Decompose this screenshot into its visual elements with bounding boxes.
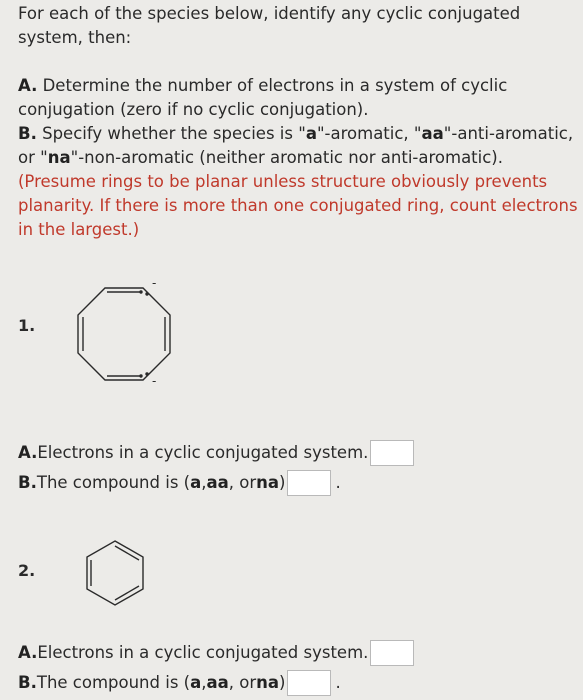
- part-b-text: , or: [228, 473, 257, 492]
- instruction-b-text: Specify whether the species is ": [36, 124, 306, 143]
- period: .: [335, 473, 341, 492]
- option-a: a: [190, 473, 202, 492]
- part-a-text: Electrons in a cyclic conjugated system.: [37, 443, 369, 462]
- instruction-b-text: "-anti-aromatic, or ": [18, 124, 574, 167]
- instruction-b: [18, 122, 578, 170]
- question-1-part-a: [18, 438, 414, 468]
- negative-charge: -: [152, 276, 157, 290]
- instruction-a-text: Determine the number of electrons in a system of cyclic conjugation (zero if no cyclic conjugation).: [18, 76, 508, 119]
- part-b-label: B.: [18, 473, 37, 492]
- question-1-answers: [18, 438, 414, 498]
- option-na: na: [256, 473, 280, 492]
- question-2-answers: [18, 638, 414, 698]
- question-2-part-a: [18, 638, 414, 668]
- intro-text: For each of the species below, identify any cyclic conjugated system, then:: [18, 4, 521, 47]
- part-a-label: A.: [18, 643, 38, 662]
- planarity-note: (Presume rings to be planar unless structure obviously prevents planarity. If there is more than one conjugated ring, count electrons in the largest.): [18, 172, 578, 239]
- instruction-b-text: "-non-aromatic (neither aromatic nor anti-aromatic).: [70, 148, 503, 167]
- electrons-input[interactable]: [370, 640, 414, 666]
- instruction-b-text: "-aromatic, ": [316, 124, 422, 143]
- instruction-b-label: B.: [18, 124, 37, 143]
- part-b-text: The compound is (: [36, 473, 191, 492]
- part-b-text: ,: [201, 473, 207, 492]
- question-2-part-b: [18, 668, 414, 698]
- part-b-label: B.: [18, 673, 37, 692]
- question-1-part-b: [18, 468, 414, 498]
- instruction-a: [18, 74, 578, 122]
- part-b-text: , or: [228, 673, 257, 692]
- question-number: 1.: [18, 316, 36, 335]
- negative-charge: -: [152, 374, 157, 388]
- cyclooctatetraene-dianion-structure: [74, 272, 184, 392]
- period: .: [335, 673, 341, 692]
- option-na: na: [256, 673, 280, 692]
- instruction-b-a: a: [305, 124, 317, 143]
- part-a-text: Electrons in a cyclic conjugated system.: [37, 643, 369, 662]
- option-a: a: [190, 673, 202, 692]
- aromaticity-input[interactable]: [287, 670, 331, 696]
- electrons-input[interactable]: [370, 440, 414, 466]
- instruction-b-na: na: [47, 148, 71, 167]
- part-a-label: A.: [18, 443, 38, 462]
- instruction-b-aa: aa: [421, 124, 444, 143]
- instructions: [18, 2, 578, 242]
- part-b-text: ,: [201, 673, 207, 692]
- part-b-text: The compound is (: [36, 673, 191, 692]
- option-aa: aa: [206, 673, 229, 692]
- benzene-structure: [80, 538, 150, 608]
- instruction-a-label: A.: [18, 76, 38, 95]
- question-number: 2.: [18, 561, 36, 580]
- aromaticity-input[interactable]: [287, 470, 331, 496]
- part-b-text: ): [279, 473, 286, 492]
- part-b-text: ): [279, 673, 286, 692]
- option-aa: aa: [206, 473, 229, 492]
